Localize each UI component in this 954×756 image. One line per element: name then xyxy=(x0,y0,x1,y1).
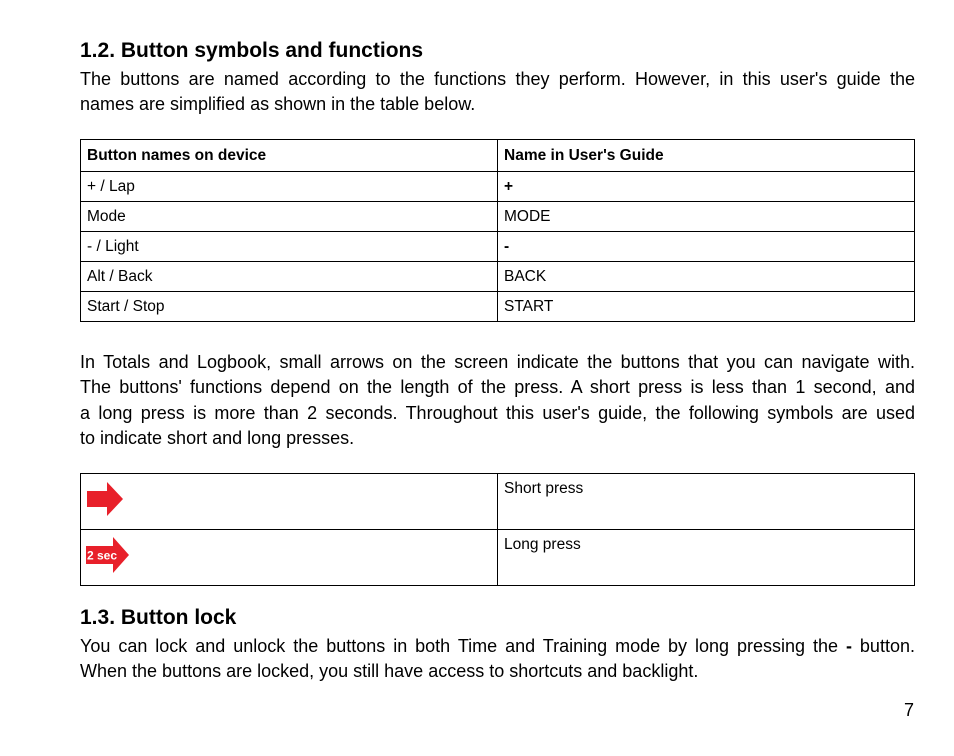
symbol-label: Short press xyxy=(498,474,915,530)
table-row xyxy=(81,474,915,530)
guide-button-name: MODE xyxy=(498,202,915,232)
press-line: In Totals and Logbook, small arrows on the screen indicate the buttons that you can navigate with. xyxy=(80,352,915,372)
symbol-label: Long press xyxy=(498,530,915,586)
button-lock-paragraph xyxy=(80,634,915,685)
table-header-cell: Name in User's Guide xyxy=(498,140,915,172)
guide-button-name: START xyxy=(498,292,915,322)
minus-button-symbol: - xyxy=(845,636,852,656)
symbol-cell xyxy=(81,530,498,586)
table-header-row xyxy=(81,140,915,172)
long-press-arrow-icon xyxy=(85,535,131,575)
page-number: 7 xyxy=(903,700,914,720)
symbol-cell xyxy=(81,474,498,530)
press-symbols-table xyxy=(80,473,915,586)
guide-button-name: BACK xyxy=(498,262,915,292)
intro-paragraph xyxy=(80,67,915,118)
intro-line: names are simplified as shown in the table below. xyxy=(80,94,476,115)
button-lock-text: You can lock and unlock the buttons in both Time and Training mode by long pressing the xyxy=(80,636,839,656)
press-line: The buttons' functions depend on the length of the press. A short press is less than 1 second, and xyxy=(80,377,915,398)
guide-button-name: + xyxy=(498,172,915,202)
table-row xyxy=(81,262,915,292)
button-names-table xyxy=(80,139,915,322)
press-paragraph xyxy=(80,350,915,451)
table-row xyxy=(81,292,915,322)
device-button-name: Alt / Back xyxy=(81,262,498,292)
section-heading-button-lock: 1.3. Button lock xyxy=(80,606,237,629)
device-button-name: + / Lap xyxy=(81,172,498,202)
press-line: to indicate short and long presses. xyxy=(80,427,355,448)
button-lock-text: button. xyxy=(859,636,915,656)
table-row xyxy=(81,232,915,262)
intro-line: The buttons are named according to the functions they perform. However, in this user's guide the xyxy=(80,69,915,89)
table-row xyxy=(81,530,915,586)
short-press-arrow-icon xyxy=(85,479,125,519)
button-lock-line: When the buttons are locked, you still have access to shortcuts and backlight. xyxy=(80,661,699,682)
button-lock-line xyxy=(80,634,915,659)
device-button-name: - / Light xyxy=(81,232,498,262)
table-header-cell: Button names on device xyxy=(81,140,498,172)
press-line: a long press is more than 2 seconds. Throughout this user's guide, the following symbols are used xyxy=(80,402,915,423)
guide-button-name: - xyxy=(498,232,915,262)
device-button-name: Start / Stop xyxy=(81,292,498,322)
table-row xyxy=(81,202,915,232)
section-heading-button-symbols: 1.2. Button symbols and functions xyxy=(80,39,424,62)
table-row xyxy=(81,172,915,202)
long-press-icon-text: 2 sec xyxy=(87,548,118,563)
device-button-name: Mode xyxy=(81,202,498,232)
